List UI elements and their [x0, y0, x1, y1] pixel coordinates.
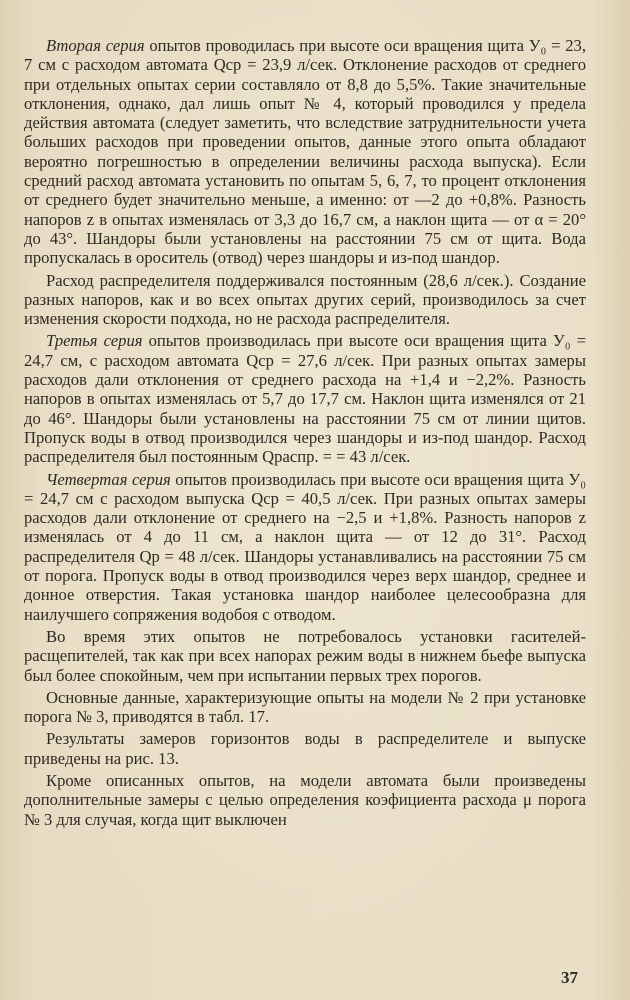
series-heading: Четвертая серия — [46, 469, 171, 489]
paragraph-no-dampers — [24, 627, 586, 685]
paragraph-text: Результаты замеров горизонтов воды в распределителе и выпуске приведены на рис. 13. — [24, 729, 586, 768]
paragraph-text: опытов проводилась при высоте оси вращения щита У₀ = 23, 7 см с расходом автомата Qср = 23,9 л/сек. Отклонение расходов от среднего при отдельных опытах серии составляло от 8,8 до 5,5%. Такие значительные отклонения, однако, дал лишь опыт № 4, который проводился у предела действия автомата (следует заметить, что вследствие затруднительности учета больших расходов при проведении опытов, данные этого опыта обладают вероятно погрешностью в определении величины расхода выпуска). Если средний расход автомата установить по опытам 5, 6, 7, то процент отклонения от среднего будет значительно меньше, а именно: от —2 до +0,8%. Разность напоров z в опытах изменялась от 3,3 до 16,7 см, а наклон щита — от α = 20° до 43°. Шандоры были установлены на расстоянии 75 см от щита. Вода пропускалась в ороситель (отвод) через шандоры и из-под шандор. — [24, 36, 586, 268]
paragraph-distributor-flow — [24, 271, 586, 329]
series-heading: Третья серия — [46, 331, 143, 351]
paragraph-second-series — [24, 36, 586, 268]
paragraph-text: опытов производилась при высоте оси вращения щита У₀ = 24,7 см с расходом выпуска Qср = 40,5 л/сек. При разных опытах замеры расходов дали отклонение от среднего на −2,5 и +1,8%. Разность напоров z изменялась от 4 до 11 см, а наклон щита — от 12 до 31°. Расход распределителя Qр = 48 л/сек. Шандоры устанавливались на расстоянии 75 см от порога. Пропуск воды в отвод производился через верх шандор, среднее и донное отверстия. Такая установка шандор наиболее целесообразна для наилучшего сопряжения водобоя с отводом. — [24, 469, 586, 624]
paragraph-text: Основные данные, характеризующие опыты на модели № 2 при установке порога № 3, приводятся в табл. 17. — [24, 687, 586, 727]
paragraph-table-reference — [24, 688, 586, 727]
paragraph-fourth-series — [24, 470, 586, 624]
series-heading: Вторая серия — [46, 36, 145, 55]
paragraph-text: Кроме описанных опытов, на модели автомата были произведены дополнительные замеры с целью определения коэфициента расхода μ порога № 3 для случая, когда щит выключен — [24, 770, 586, 829]
paragraph-text: Расход распределителя поддерживался постоянным (28,6 л/сек.). Создание разных напоров, как и во всех опытах других серий, производилось за счет изменения скорости подхода, но не расхода распределителя. — [24, 270, 586, 329]
paragraph-text: Во время этих опытов не потребовалось установки гасителей-расщепителей, так как при всех напорах режим воды в нижнем бьефе выпуска был более спокойным, чем при испытании первых трех порогов. — [24, 626, 586, 685]
paragraph-figure-reference — [24, 729, 586, 768]
paragraph-text: опытов производилась при высоте оси вращения щита У₀ = 24,7 см, с расходом автомата Qср = 27,6 л/сек. При разных опытах замеры расходов дали отклонения от среднего расхода на +1,4 и −2,2%. Разность напоров в опытах изменялась от 5,7 до 17,7 см. Наклон щита изменялся от 21 до 46°. Шандоры были установлены на расстоянии 75 см от линии щитов. Пропуск воды в отвод производился через шандоры и из-под шандор. Расход распределителя был постоянным Qраспр. = = 43 л/сек. — [24, 331, 586, 467]
body-text — [24, 36, 586, 832]
page-number: 37 — [561, 968, 578, 987]
paragraph-third-series — [24, 331, 586, 466]
paragraph-additional-measurements — [24, 771, 586, 829]
